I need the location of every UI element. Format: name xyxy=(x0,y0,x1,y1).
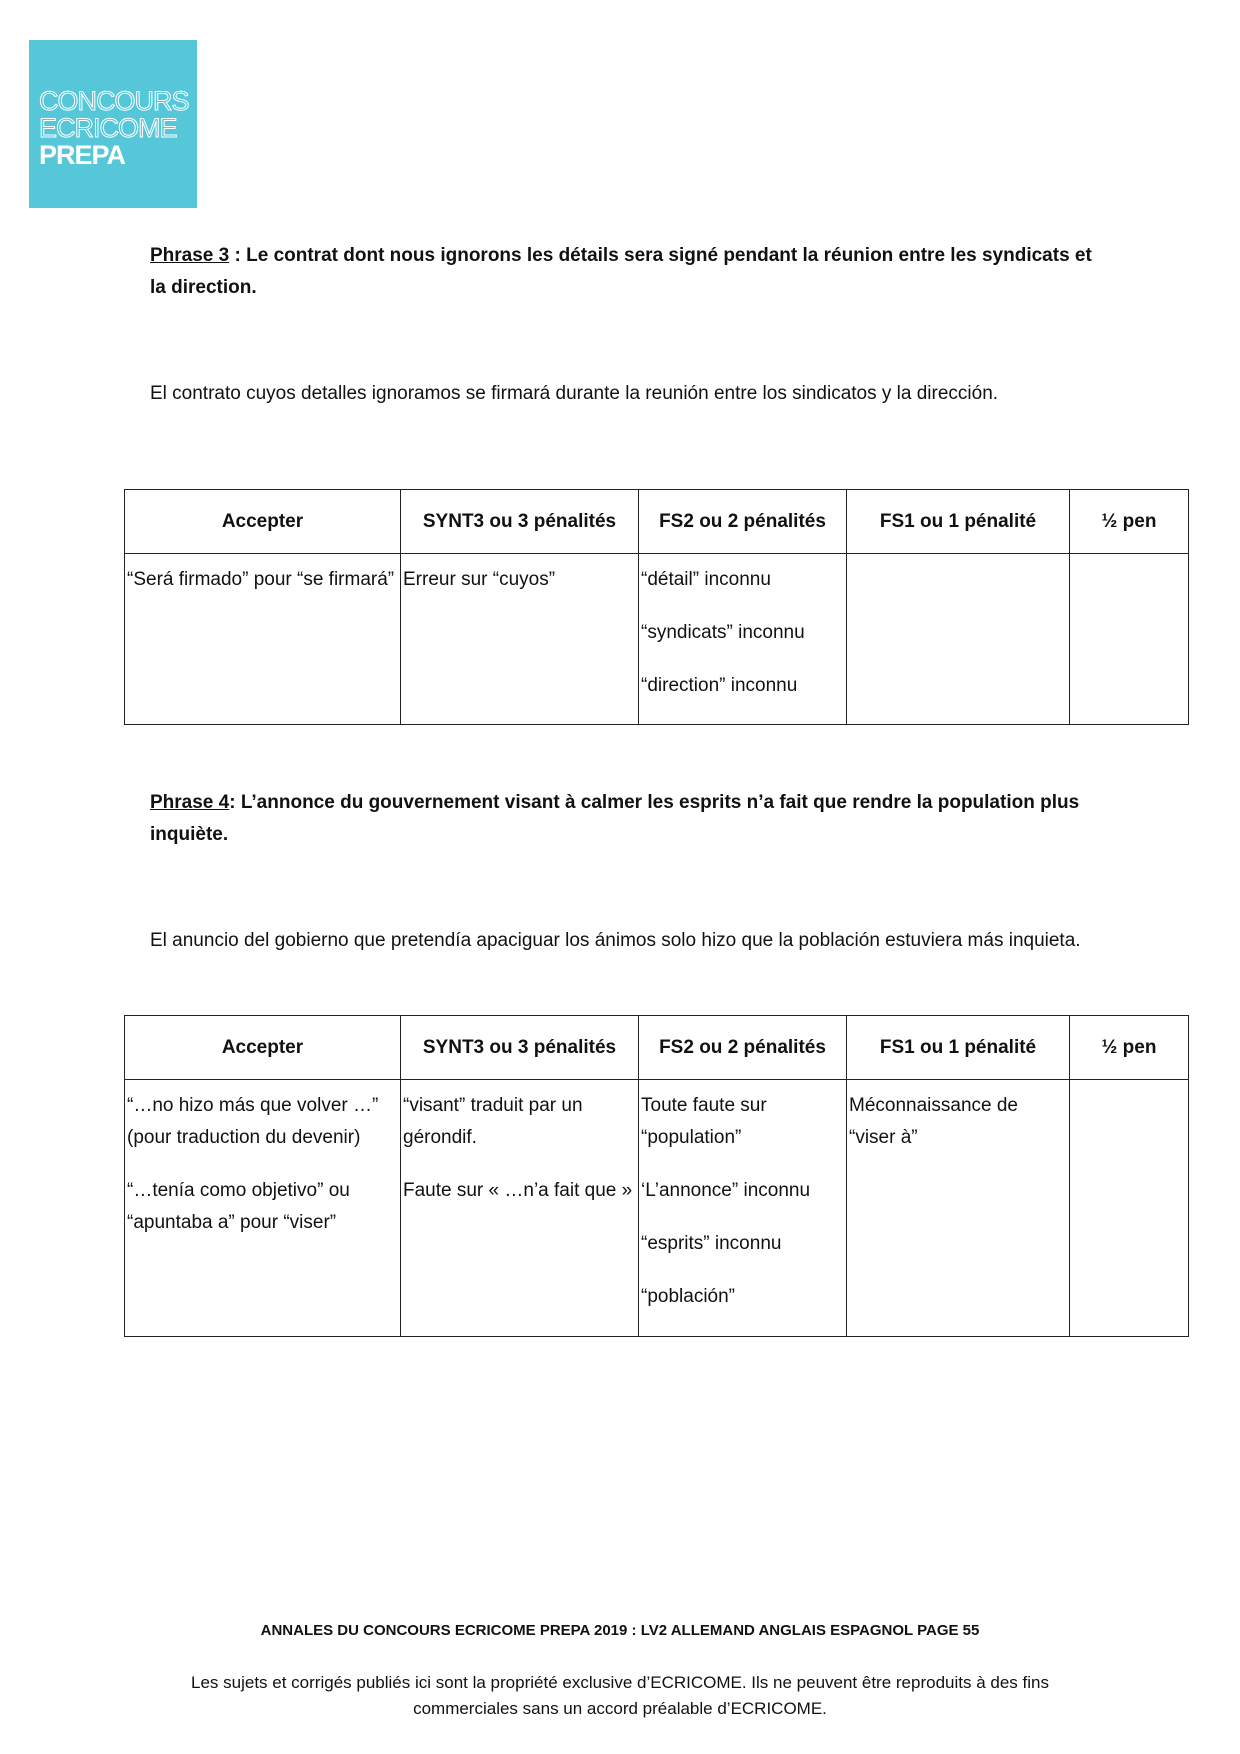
cell-entry: “visant” traduit par un gérondif. xyxy=(403,1095,583,1148)
phrase-3-heading xyxy=(150,240,1110,304)
cell-entry: “población” xyxy=(641,1286,735,1307)
cell-fs1 xyxy=(847,554,1070,725)
cell-entry: “…no hizo más que volver …” (pour traduction du devenir) xyxy=(127,1095,379,1148)
phrase-4-translation: El anuncio del gobierno que pretendía apaciguar los ánimos solo hizo que la población estuviera más inquieta. xyxy=(150,930,1081,951)
col-accepter: Accepter xyxy=(125,1016,401,1080)
col-fs1: FS1 ou 1 pénalité xyxy=(847,490,1070,554)
col-half-pen: ½ pen xyxy=(1070,1016,1189,1080)
cell-fs2 xyxy=(639,554,847,725)
col-half-pen: ½ pen xyxy=(1070,490,1189,554)
cell-half-pen xyxy=(1070,554,1189,725)
table-header-row xyxy=(125,1016,1189,1080)
logo-line-concours: CONCOURS xyxy=(39,86,189,116)
phrase-4-separator: : xyxy=(229,792,241,813)
cell-entry: Méconnaissance de “viser à” xyxy=(849,1095,1018,1148)
col-fs1: FS1 ou 1 pénalité xyxy=(847,1016,1070,1080)
phrase-3-separator: : xyxy=(229,245,247,266)
cell-entry: ‘L’annonce” inconnu xyxy=(641,1180,811,1201)
col-accepter: Accepter xyxy=(125,490,401,554)
logo-line-ecricome: ECRICOME xyxy=(39,113,177,143)
phrase-4-text: L’annonce du gouvernement visant à calmer les esprits n’a fait que rendre la population plus inquiète. xyxy=(150,792,1080,845)
col-fs2: FS2 ou 2 pénalités xyxy=(639,490,847,554)
cell-synt3 xyxy=(401,1080,639,1337)
phrase-3-label: Phrase 3 xyxy=(150,245,230,266)
footer-notice: Les sujets et corrigés publiés ici sont la propriété exclusive d’ECRICOME. Ils ne peuvent être reproduits à des fins commerciales sans un accord préalable d’ECRICOME. xyxy=(191,1673,1049,1718)
cell-fs1 xyxy=(847,1080,1070,1337)
col-synt3: SYNT3 ou 3 pénalités xyxy=(401,1016,639,1080)
cell-entry: “syndicats” inconnu xyxy=(641,622,805,643)
table-header-row xyxy=(125,490,1189,554)
cell-entry: Toute faute sur “population” xyxy=(641,1095,767,1148)
phrase-3-translation: El contrato cuyos detalles ignoramos se firmará durante la reunión entre los sindicatos y la dirección. xyxy=(150,383,999,404)
cell-entry: “détail” inconnu xyxy=(641,569,771,590)
cell-entry: “…tenía como objetivo” ou “apuntaba a” pour “viser” xyxy=(127,1180,350,1233)
col-synt3: SYNT3 ou 3 pénalités xyxy=(401,490,639,554)
table-row xyxy=(125,554,1189,725)
phrase-4-label: Phrase 4 xyxy=(150,792,230,813)
cell-entry: “esprits” inconnu xyxy=(641,1233,782,1254)
col-fs2: FS2 ou 2 pénalités xyxy=(639,1016,847,1080)
phrase-4-heading xyxy=(150,787,1110,851)
cell-entry: “direction” inconnu xyxy=(641,675,798,696)
phrase-4-grading-table xyxy=(124,1015,1189,1337)
phrase-3-grading-table xyxy=(124,489,1189,725)
cell-half-pen xyxy=(1070,1080,1189,1337)
cell-entry: Faute sur « …n’a fait que » xyxy=(403,1180,633,1201)
table-row xyxy=(125,1080,1189,1337)
cell-entry: Erreur sur “cuyos” xyxy=(403,569,556,590)
cell-synt3 xyxy=(401,554,639,725)
cell-accepter xyxy=(125,554,401,725)
ecricome-logo xyxy=(29,40,197,208)
phrase-3-text: Le contrat dont nous ignorons les détails sera signé pendant la réunion entre les syndicats et la direction. xyxy=(150,245,1092,298)
cell-fs2 xyxy=(639,1080,847,1337)
cell-entry: “Será firmado” pour “se firmará” xyxy=(127,569,395,590)
cell-accepter xyxy=(125,1080,401,1337)
footer-title: ANNALES DU CONCOURS ECRICOME PREPA 2019 : LV2 ALLEMAND ANGLAIS ESPAGNOL PAGE 55 xyxy=(260,1622,980,1639)
logo-line-prepa: PREPA xyxy=(39,140,126,170)
